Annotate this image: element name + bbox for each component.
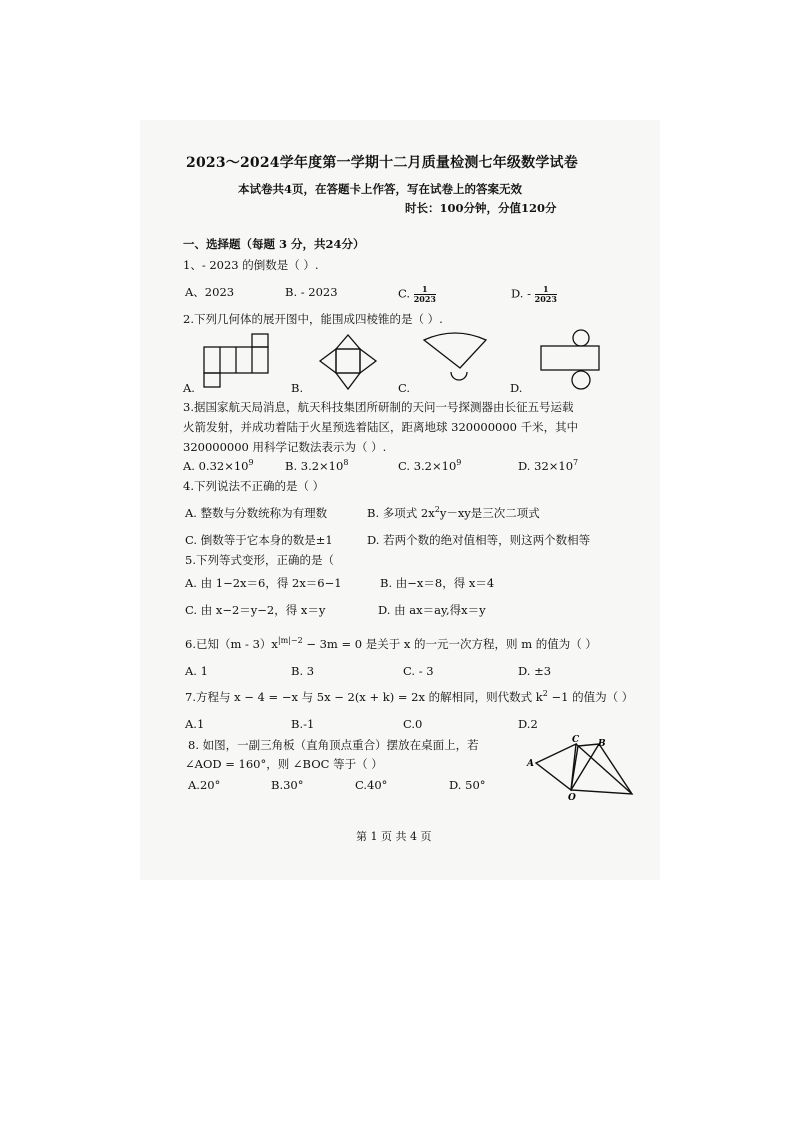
q1-option-a: A、2023 [185,285,235,299]
q2-option-a: A. [183,381,195,395]
q6-stem: 6.已知$(m - 3)x^{|m|-2} - 3m = 0$ 是关于 x 的一元一次方程，则 m 的值为（ ） [185,636,597,651]
q1-stem: 1、- 2023 的倒数是（ ）. [183,258,319,272]
q1-option-b: B. - 2023 [285,285,338,299]
q8-label-o: O [568,793,576,803]
q8-option-d: D. 50° [449,778,486,792]
q6-option-d: D. ±3 [518,664,552,678]
q3-option-c: C. $3.2\times 10^9$ [398,458,462,473]
q2-figure-c [420,328,490,392]
q7-option-c: C.0 [403,717,423,731]
q8-triangle-figure [520,732,640,802]
q3-option-a: A. $0.32\times 10^9$ [183,458,254,473]
q4-option-a: A. 整数与分数统称为有理数 [185,506,328,520]
q1-fraction-c: $\frac{1}{2023}$ [413,284,436,304]
q2-option-d: D. [510,381,523,395]
q8-line-1: 8. 如图，一副三角板（直角顶点重合）摆放在桌面上，若 [188,738,479,752]
q3-line-2: 火箭发射，并成功着陆于火星预选着陆区，距离地球 320000000 千米，其中 [183,420,579,434]
q2-option-b: B. [291,381,304,395]
q4-option-d: D. 若两个数的绝对值相等，则这两个数相等 [367,533,591,547]
q4-option-b: B. 多项式 $2x^2y-xy$是三次二项式 [367,505,540,520]
page-footer: 第 1 页 共 4 页 [356,830,432,843]
q7-option-d: D.2 [518,717,538,731]
q3-option-b: B. $3.2\times 10^8$ [285,458,349,473]
q1-fraction-d: $\frac{1}{2023}$ [534,284,557,304]
q7-option-a: A.1 [185,717,205,731]
q2-figure-a [200,332,270,392]
q7-stem: 7.方程与 x − 4 = −x 与 5x − 2(x + k) = 2x 的解相同，则代数式 $k^2 -1$ 的值为（ ） [185,689,634,704]
q8-option-a: A.20° [188,778,221,792]
q6-option-b: B. 3 [291,664,315,678]
q1-option-c: C. $\frac{1}{2023}$ [398,284,436,304]
q4-option-c: C. 倒数等于它本身的数是±1 [185,533,333,547]
section-title: 一、选择题（每题 3 分，共24分） [183,237,365,251]
exam-time-score: 时长：100分钟，分值120分 [405,201,557,215]
q5-option-d: D. 由 ax＝ay,得x＝y [378,603,486,617]
exam-title: 2023～2024学年度第一学期十二月质量检测七年级数学试卷 [186,155,578,171]
exam-note: 本试卷共4页，在答题卡上作答，写在试卷上的答案无效 [238,182,522,196]
q8-option-c: C.40° [355,778,388,792]
q8-line-2: ∠AOD = 160°，则 ∠BOC 等于（ ） [185,757,383,771]
q5-option-c: C. 由 x−2＝y−2，得 x＝y [185,603,326,617]
q6-option-c: C. - 3 [403,664,434,678]
q3-option-d: D. $32\times 10^7$ [518,458,579,473]
q8-label-c: C [572,735,580,745]
q5-option-a: A. 由 1−2x＝6，得 2x＝6−1 [185,576,342,590]
q1-option-d: D. - $\frac{1}{2023}$ [511,284,557,304]
q2-figure-b [314,332,384,392]
q8-label-a: A [527,759,534,769]
q2-stem: 2.下列几何体的展开图中，能围成四棱锥的是（ ）. [183,312,443,326]
q5-option-b: B. 由−x＝8，得 x＝4 [380,576,495,590]
q5-stem: 5.下列等式变形，正确的是（ [185,553,334,567]
q3-line-1: 3.据国家航天局消息，航天科技集团所研制的天问一号探测器由长征五号运载 [183,400,574,414]
q8-label-b: B [598,739,606,749]
q4-stem: 4.下列说法不正确的是（ ） [183,479,325,493]
q2-figure-d [534,328,604,394]
q2-option-c: C. [398,381,411,395]
q8-option-b: B.30° [271,778,304,792]
q3-line-3: 320000000 用科学记数法表示为（ ）. [183,440,387,454]
q7-option-b: B.-1 [291,717,315,731]
q6-option-a: A. 1 [185,664,208,678]
